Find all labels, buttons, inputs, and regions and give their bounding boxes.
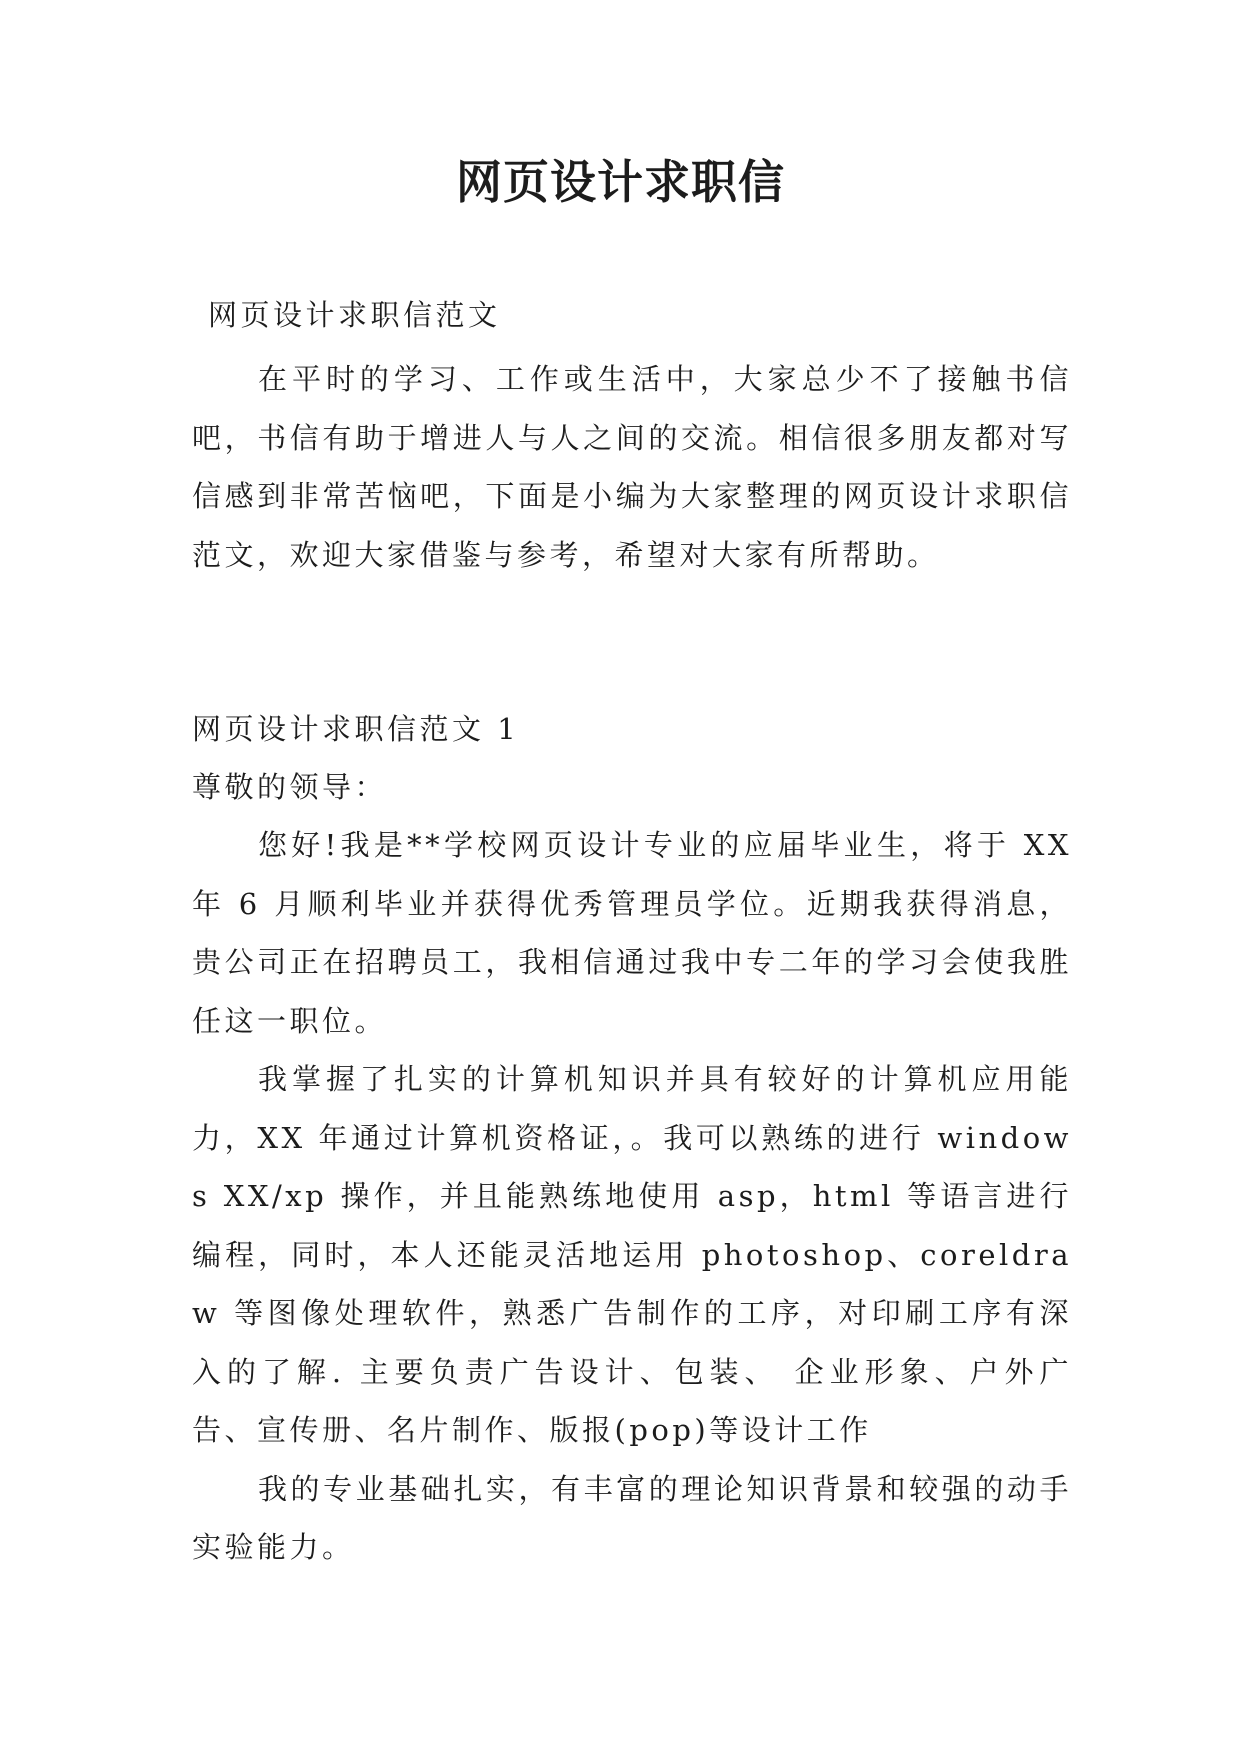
document-subtitle: 网页设计求职信范文	[208, 298, 501, 332]
body-paragraph: 您好!我是**学校网页设计专业的应届毕业生，将于 XX 年 6 月顺利毕业并获得优秀管理员学位。近期我获得消息，贵公司正在招聘员工，我相信通过我中专二年的学习会使我胜任这一职位。	[192, 828, 1072, 1038]
section-heading: 网页设计求职信范文 1	[192, 712, 520, 746]
body-paragraph: 我的专业基础扎实，有丰富的理论知识背景和较强的动手实验能力。	[192, 1471, 1072, 1564]
body-paragraph: 我掌握了扎实的计算机知识并具有较好的计算机应用能力，XX 年通过计算机资格证，。我可以熟练的进行 windows XX/xp 操作，并且能熟练地使用 asp，html 等语言进行编程，同时，本人还能灵活地运用 photoshop、coreldraw 等图像处理软件，熟悉广告制作的工序，对印刷工序有深入的了解. 主要负责广告设计、包装、 企业形象、户外广告、宣传册、名片制作、版报(pop)等设计工作	[192, 1062, 1072, 1447]
document-title: 网页设计求职信	[456, 155, 785, 209]
letter-body	[192, 816, 1072, 1577]
intro-paragraph: 在平时的学习、工作或生活中，大家总少不了接触书信吧，书信有助于增进人与人之间的交流。相信很多朋友都对写信感到非常苦恼吧，下面是小编为大家整理的网页设计求职信范文，欢迎大家借鉴与参考，希望对大家有所帮助。	[192, 362, 1072, 572]
letter-greeting: 尊敬的领导：	[192, 770, 388, 804]
